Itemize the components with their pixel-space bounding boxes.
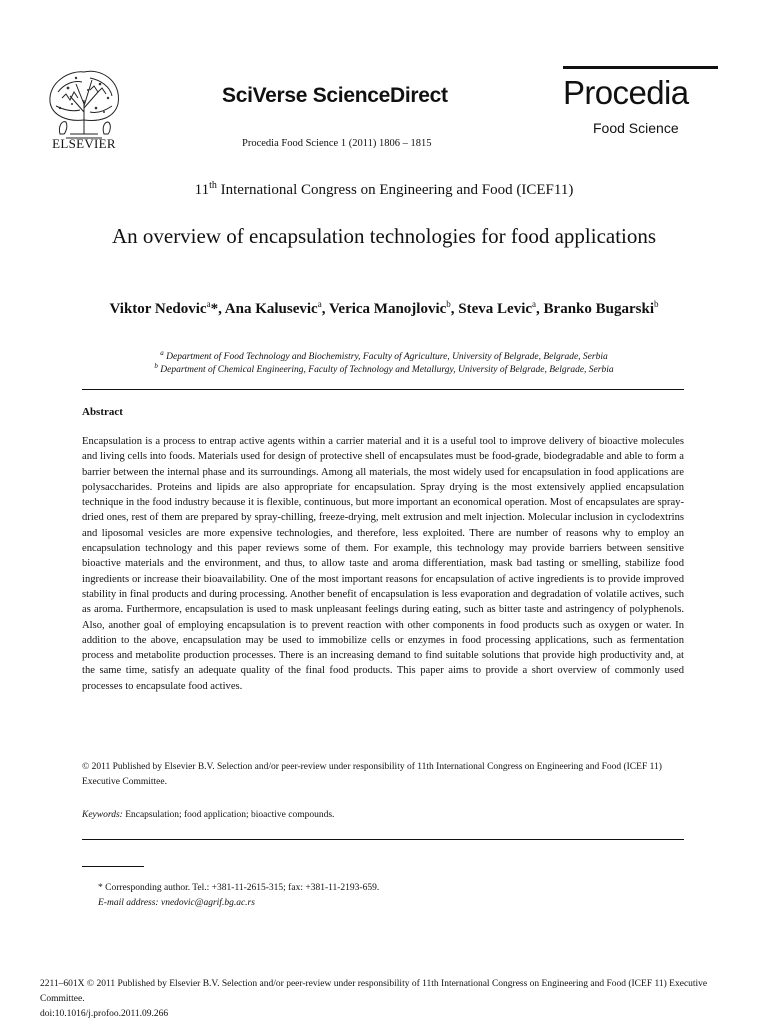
keywords: [82, 810, 684, 820]
author-email: E-mail address: vnedovic@agrif.bg.ac.rs: [98, 898, 255, 908]
author-affiliation-mark: a: [532, 299, 537, 309]
author-name: Viktor Nedovic: [109, 301, 207, 317]
congress-name: [0, 180, 768, 199]
affiliation-b: [60, 362, 708, 375]
affiliation-a: [60, 349, 708, 362]
keywords-label: Keywords:: [82, 810, 123, 820]
journal-subtitle: Food Science: [593, 120, 679, 136]
author-list: [80, 294, 688, 319]
journal-logo: [563, 66, 718, 142]
divider-top: [82, 389, 684, 390]
journal-reference: Procedia Food Science 1 (2011) 1806 – 1815: [242, 138, 432, 149]
author-name: Ana Kalusevic: [224, 301, 318, 317]
paper-title: An overview of encapsulation technologies for food applications: [111, 224, 657, 248]
footer-doi: doi:10.1016/j.profoo.2011.09.266: [40, 1009, 169, 1019]
publisher-name: ELSEVIER: [52, 136, 116, 151]
affiliation-mark: b: [154, 362, 158, 370]
author-name: Verica Manojlovic: [328, 301, 447, 317]
affiliation-mark: a: [160, 349, 164, 357]
affiliation-text: Department of Chemical Engineering, Faculty of Technology and Metallurgy, University of Belgrade, Belgrade, Serbia: [157, 365, 614, 376]
keywords-value: Encapsulation; food application; bioactive compounds.: [122, 810, 335, 820]
abstract-copyright: © 2011 Published by Elsevier B.V. Selection and/or peer-review under responsibility of 11th International Congress on Engineering and Food (ICEF 11) Executive Committee.: [82, 762, 662, 787]
abstract-heading: Abstract: [82, 406, 123, 418]
page-footer: [40, 977, 730, 1022]
congress-number: 11: [194, 182, 210, 198]
author-affiliation-mark: a: [206, 299, 211, 309]
author-affiliation-mark: a: [317, 299, 322, 309]
corresponding-author: * Corresponding author. Tel.: +381-11-2615-315; fax: +381-11-2193-659.: [98, 883, 380, 893]
divider-bottom: [82, 839, 684, 840]
affiliation-text: Department of Food Technology and Biochemistry, Faculty of Agriculture, University of Belgrade, Belgrade, Serbia: [163, 352, 608, 363]
author-name: Steva Levic: [458, 301, 533, 317]
footer-copyright: 2211–601X © 2011 Published by Elsevier B.V. Selection and/or peer-review under responsibility of 11th International Congress on Engineering and Food (ICEF 11) Executive Committee.: [40, 979, 708, 1004]
congress-title: International Congress on Engineering and Food (ICEF11): [216, 182, 574, 198]
author-separator: ,: [450, 301, 459, 317]
author-affiliation-mark: b: [446, 299, 451, 309]
footnote-rule: [82, 866, 144, 867]
author-separator: ,: [321, 301, 329, 317]
author-separator: ,: [536, 301, 544, 317]
author-name: Branko Bugarski: [543, 301, 654, 317]
author-separator: *,: [210, 301, 225, 317]
journal-name: Procedia: [563, 74, 689, 111]
abstract-body: Encapsulation is a process to entrap active agents within a carrier material and it is a useful tool to improve delivery of bioactive molecules and living cells into foods. Materials used for design of protective shell of encapsulates must be food-grade, biodegradable and able to form a barrier between the internal phase and its surroundings. Among all materials, the most widely used for encapsulation in food applications are polysaccharides. Proteins and lipids are also appropriate for encapsulation. Spray drying is the most extensively applied encapsulation technique in the food industry because it is flexible, continuous, but more important an economical operation. Most of encapsulates are spray-dried ones, rest of them are prepared by spray-chilling, freeze-drying, melt extrusion and melt injection. Molecular inclusion in cyclodextrins and liposomal vesicles are more expensive technologies, and therefore, less exploited. There are number of reasons why to employ an encapsulation technology and this paper reviews some of them. For example, this technology may provide barriers between sensitive bioactive materials and the environment, and thus, to allow taste and aroma differentiation, mask bad tasting or smelling, stabilize food ingredients or increase their bioavailability. One of the most important reasons for encapsulation of active ingredients is to provide improved stability in final products and during processing. Another benefit of encapsulation is less evaporation and degradation of volatile actives, such as aroma. Furthermore, encapsulation is used to mask unpleasant feelings during eating, such as bitter taste and astringency of polyphenols. Also, another goal of employing encapsulation is to prevent reaction with other components in food products such as oxygen or water. In addition to the above, encapsulation may be used to immobilize cells or enzymes in food processing applications, such as fermentation process and metabolite production processes. There is an increasing demand to find suitable solutions that provide high productivity and, at the same time, satisfy an adequate quality of the final food products. This paper aims to provide a short overview of commonly used processes to encapsulate food actives.: [82, 436, 684, 692]
author-affiliation-mark: b: [653, 299, 659, 309]
journal-logo-rule: [563, 66, 718, 69]
congress-number-suffix: th: [209, 180, 217, 191]
platform-name: SciVerse ScienceDirect: [222, 84, 448, 107]
